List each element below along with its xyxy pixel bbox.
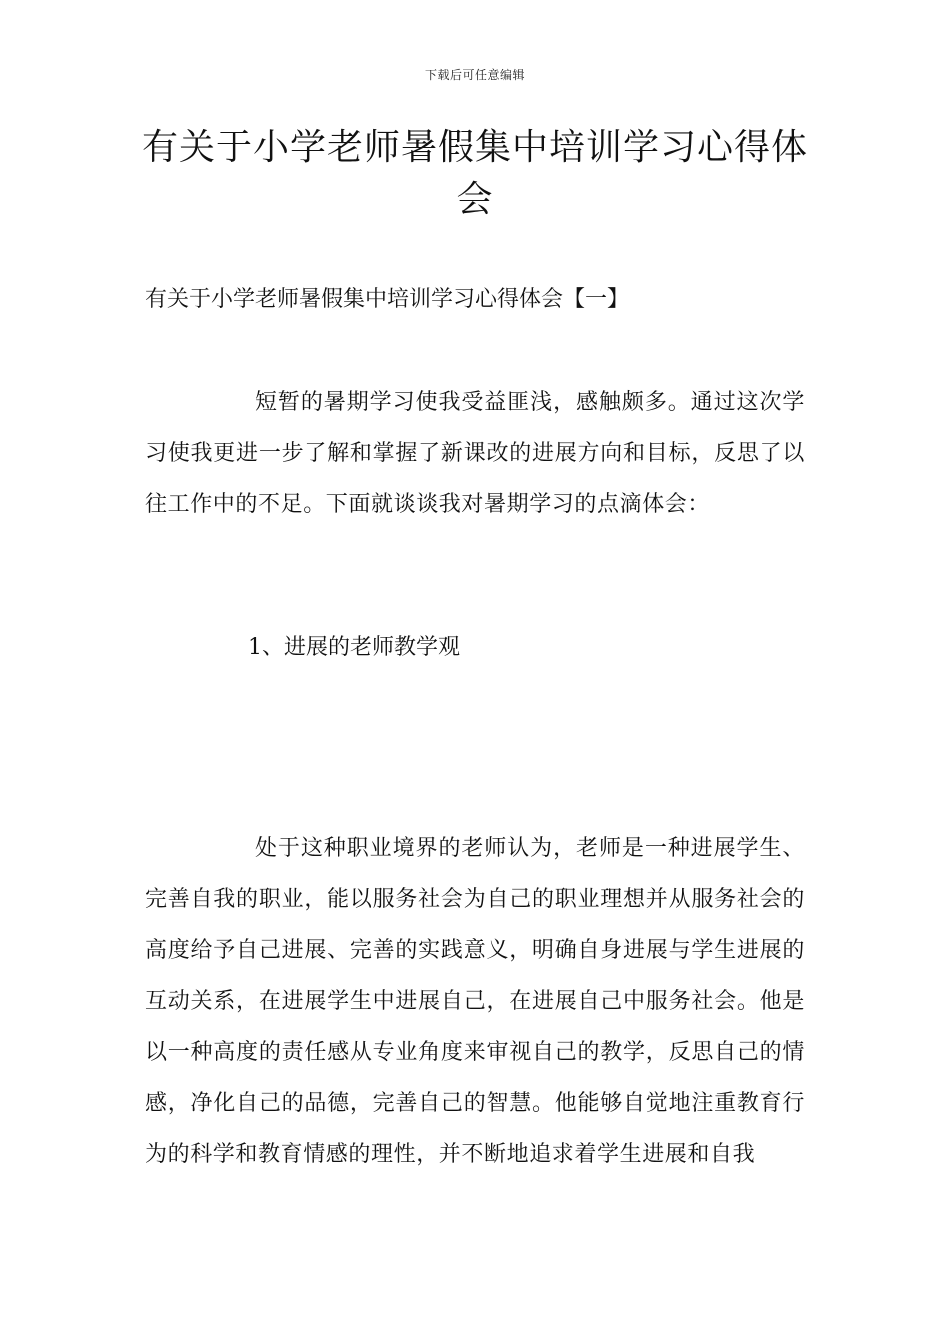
document-title: 有关于小学老师暑假集中培训学习心得体会 — [141, 127, 808, 220]
point-1-paragraph: 处于这种职业境界的老师认为，老师是一种进展学生、完善自我的职业，能以服务社会为自己的职业理想并从服务社会的高度给予自己进展、完善的实践意义，明确自身进展与学生进展的互动关系，在进展学生中进展自己，在进展自己中服务社会。他是以一种高度的责任感从专业角度来审视自己的教学，反思自己的情感，净化自己的品德，完善自己的智慧。他能够自觉地注重教育行为的科学和教育情感的理性，并不断地追求着学生进展和自我 — [145, 836, 805, 1167]
header-note: 下载后可任意编辑 — [424, 68, 525, 82]
section-heading: 有关于小学老师暑假集中培训学习心得体会【一】 — [145, 287, 630, 312]
intro-paragraph: 短暂的暑期学习使我受益匪浅，感触颇多。通过这次学习使我更进一步了解和掌握了新课改的进展方向和目标，反思了以往工作中的不足。下面就谈谈我对暑期学习的点滴体会： — [145, 390, 805, 517]
point-1-heading: 1、进展的老师教学观 — [248, 635, 460, 660]
